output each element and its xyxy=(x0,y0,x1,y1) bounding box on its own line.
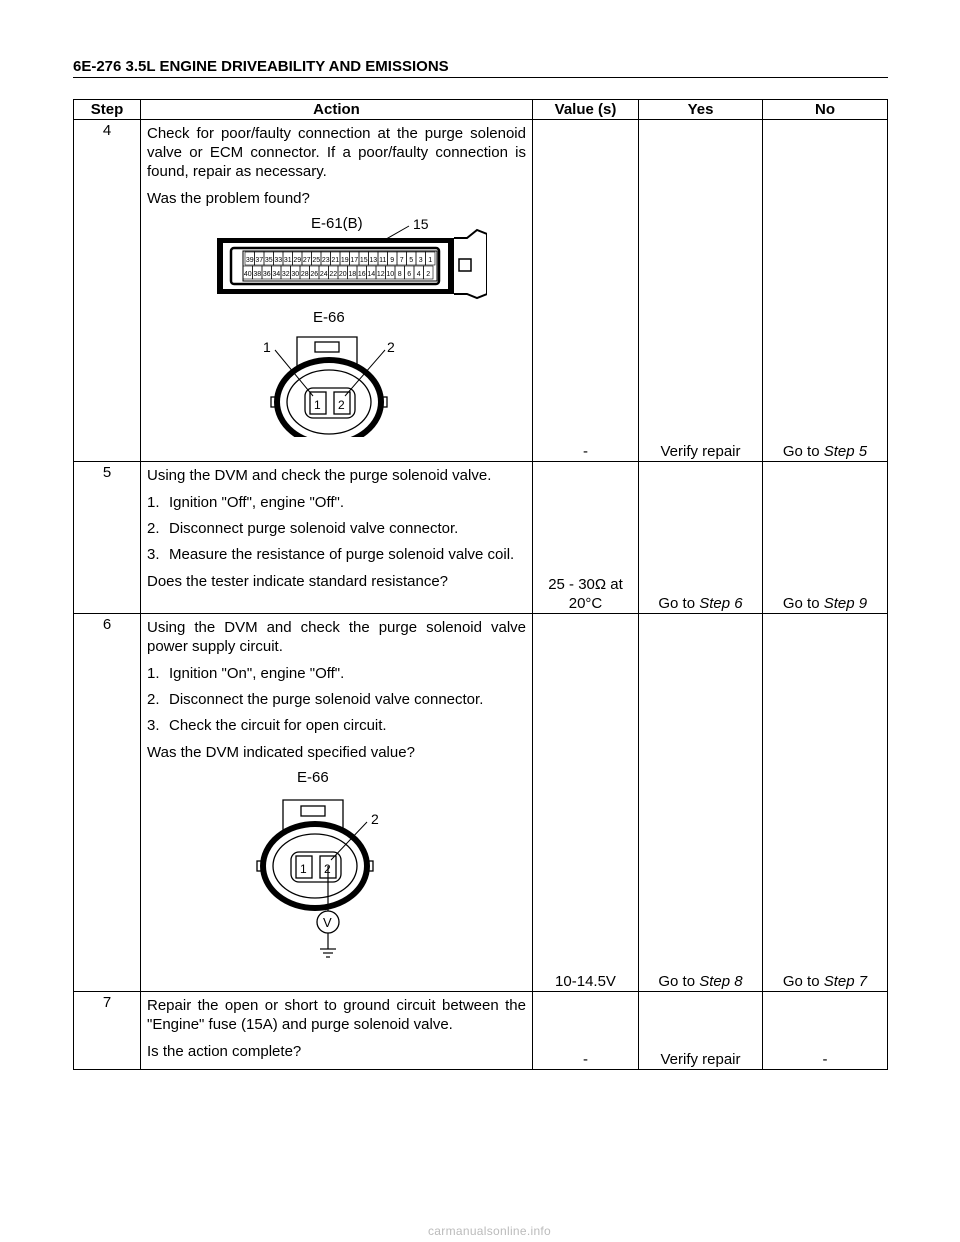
ecm-pin-label: 4 xyxy=(416,271,421,278)
table-row xyxy=(74,614,888,992)
action-text: Check for poor/faulty connection at the purge solenoid valve or ECM connector. If a poor/faulty connection is found, repair as necessary. xyxy=(147,125,526,180)
solenoid-connector-label: E-66 xyxy=(312,309,345,326)
action-question: Is the action complete? xyxy=(147,1043,302,1060)
ecm-pin-label: 17 xyxy=(349,257,358,264)
value-cell: - xyxy=(533,992,639,1070)
no-cell: Go to Step 7 xyxy=(763,614,888,992)
ecm-pin-label: 34 xyxy=(271,271,280,278)
step-number: 5 xyxy=(74,462,141,614)
list-item: 3. Measure the resistance of purge solenoid valve coil. xyxy=(147,546,515,563)
ecm-pin-label: 12 xyxy=(376,271,385,278)
ground-icon xyxy=(320,949,336,957)
dvm-pin-2-label: 2 xyxy=(323,862,331,876)
ecm-pin-label: 20 xyxy=(338,271,347,278)
step-number: 7 xyxy=(74,992,141,1070)
ecm-pin-label: 3 xyxy=(418,257,423,264)
dvm-pin-1-label: 1 xyxy=(299,862,307,876)
yes-cell: Verify repair xyxy=(639,120,763,462)
ecm-pin-label: 16 xyxy=(357,271,366,278)
ecm-pin-label: 36 xyxy=(262,271,271,278)
dvm-callout-2: 2 xyxy=(370,811,379,827)
dvm-connector-diagram xyxy=(247,766,427,966)
ecm-pin-label: 37 xyxy=(254,257,263,264)
action-question: Does the tester indicate standard resistance? xyxy=(147,573,449,590)
solenoid-lock-tab xyxy=(315,342,339,352)
ecm-pin-label: 1 xyxy=(427,257,432,264)
header-rule xyxy=(73,77,888,78)
step-reference: Step 5 xyxy=(823,443,868,460)
ecm-pin-label: 8 xyxy=(397,271,402,278)
no-cell: - xyxy=(763,992,888,1070)
list-item: 2. Disconnect purge solenoid valve connector. xyxy=(147,520,459,537)
step-number: 4 xyxy=(74,120,141,462)
ecm-pin-label: 28 xyxy=(300,271,309,278)
ecm-pin-label: 35 xyxy=(264,257,273,264)
ecm-pin-label: 25 xyxy=(311,257,320,264)
list-item: 1. Ignition "Off", engine "Off". xyxy=(147,494,345,511)
action-question: Was the DVM indicated specified value? xyxy=(147,744,415,761)
ecm-pin-label: 18 xyxy=(347,271,356,278)
ecm-pin-label: 32 xyxy=(281,271,290,278)
table-row xyxy=(74,992,888,1070)
action-steps xyxy=(147,493,526,564)
yes-cell: Go to Step 8 xyxy=(639,614,763,992)
dvm-lock-tab xyxy=(301,806,325,816)
ecm-pin-label: 21 xyxy=(330,257,339,264)
solenoid-pin-1-label: 1 xyxy=(313,398,321,412)
ecm-pin-label: 29 xyxy=(292,257,301,264)
col-header-value: Value (s) xyxy=(533,100,639,120)
ecm-pin-label: 31 xyxy=(283,257,292,264)
ecm-pin-label: 15 xyxy=(359,257,368,264)
action-steps xyxy=(147,664,526,735)
table-header-row xyxy=(74,100,888,120)
ecm-and-solenoid-connector-diagram xyxy=(187,212,487,437)
ecm-pin-label: 23 xyxy=(321,257,330,264)
action-question: Was the problem found? xyxy=(147,190,310,207)
solenoid-pin-2-label: 2 xyxy=(337,398,345,412)
action-cell xyxy=(141,992,533,1070)
step-number: 6 xyxy=(74,614,141,992)
ecm-pin-label: 19 xyxy=(340,257,349,264)
col-header-action: Action xyxy=(141,100,533,120)
ecm-pin-label: 30 xyxy=(290,271,299,278)
dvm-connector-ring xyxy=(263,824,367,908)
ecm-pin-label: 22 xyxy=(328,271,337,278)
ecm-pin-label: 13 xyxy=(368,257,377,264)
watermark: carmanualsonline.info xyxy=(428,1224,552,1238)
ecm-latch-tab xyxy=(459,259,471,271)
value-cell: 25 - 30Ω at 20°C xyxy=(533,462,639,614)
table-row xyxy=(74,462,888,614)
ecm-pin-label: 39 xyxy=(245,257,254,264)
ecm-pin-label: 40 xyxy=(243,271,252,278)
ecm-pin-callout: 15 xyxy=(412,216,429,232)
col-header-yes: Yes xyxy=(639,100,763,120)
ecm-pin-label: 38 xyxy=(252,271,261,278)
ecm-pin-label: 14 xyxy=(366,271,375,278)
page-header xyxy=(73,58,888,78)
value-cell: 10-14.5V xyxy=(533,614,639,992)
ecm-pin-label: 6 xyxy=(406,271,411,278)
step-reference: Step 8 xyxy=(699,973,743,990)
table-row xyxy=(74,120,888,462)
action-text: Repair the open or short to ground circuit between the "Engine" fuse (15A) and purge solenoid valve. xyxy=(147,997,526,1033)
page-title: 6E-276 3.5L ENGINE DRIVEABILITY AND EMISSIONS xyxy=(73,58,449,75)
ecm-pin-label: 2 xyxy=(425,271,430,278)
value-cell: - xyxy=(533,120,639,462)
ecm-pin-label: 24 xyxy=(319,271,328,278)
action-cell xyxy=(141,462,533,614)
ecm-pin-label: 9 xyxy=(389,257,394,264)
col-header-step: Step xyxy=(74,100,141,120)
ecm-pin-label: 7 xyxy=(399,257,404,264)
solenoid-callout-1: 1 xyxy=(262,339,271,355)
ecm-pin-label: 5 xyxy=(408,257,413,264)
action-text: Using the DVM and check the purge solenoid valve. xyxy=(147,467,492,484)
step-reference: Step 7 xyxy=(823,973,868,990)
ecm-pin-label: 11 xyxy=(378,257,386,264)
solenoid-callout-2: 2 xyxy=(386,339,395,355)
diagnostic-table xyxy=(73,99,888,1070)
step-reference: Step 9 xyxy=(823,595,868,612)
yes-cell: Go to Step 6 xyxy=(639,462,763,614)
no-cell: Go to Step 9 xyxy=(763,462,888,614)
ecm-connector-label: E-61(B) xyxy=(310,215,363,232)
no-cell: Go to Step 5 xyxy=(763,120,888,462)
ecm-pin-label: 27 xyxy=(302,257,311,264)
list-item: 1. Ignition "On", engine "Off". xyxy=(147,665,345,682)
voltmeter-label: V xyxy=(322,915,332,930)
ecm-pin-label: 33 xyxy=(273,257,282,264)
col-header-no: No xyxy=(763,100,888,120)
list-item: 3. Check the circuit for open circuit. xyxy=(147,717,387,734)
action-cell xyxy=(141,120,533,462)
action-cell xyxy=(141,614,533,992)
ecm-pin-label: 10 xyxy=(385,271,394,278)
dvm-connector-label: E-66 xyxy=(296,769,329,786)
ecm-pin-label: 26 xyxy=(309,271,318,278)
action-text: Using the DVM and check the purge solenoid valve power supply circuit. xyxy=(147,619,526,655)
step-reference: Step 6 xyxy=(699,595,743,612)
list-item: 2. Disconnect the purge solenoid valve connector. xyxy=(147,691,484,708)
yes-cell: Verify repair xyxy=(639,992,763,1070)
